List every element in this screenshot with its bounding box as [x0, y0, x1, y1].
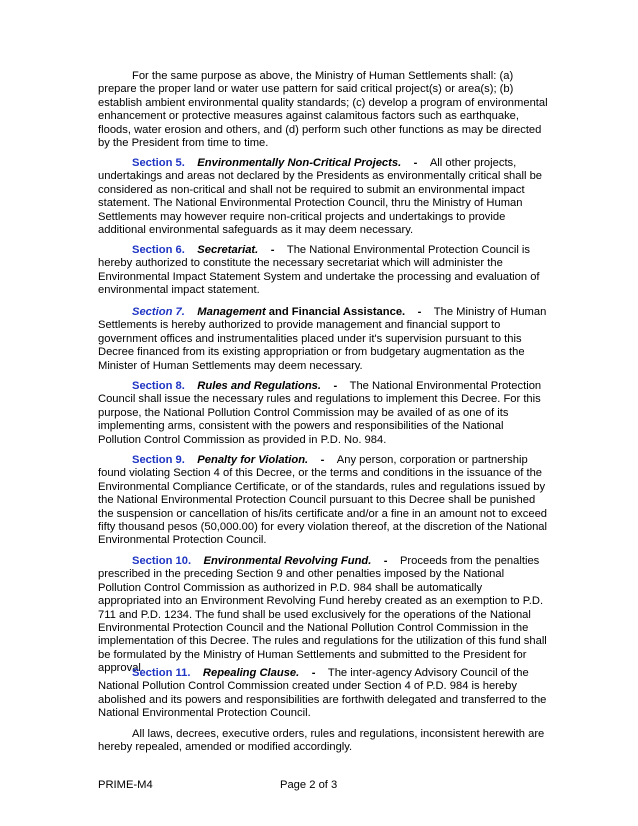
- section-6-body: The National Environmental Protection Council is hereby authorized to constitute the necessary secretariat which will administer the Environmental Impact Statement System and undertake the processing and evaluation of environmental impact statement.: [98, 244, 540, 297]
- section-10-title: Environmental Revolving Fund.: [203, 555, 372, 567]
- section-8-paragraph: [98, 380, 548, 447]
- section-6-label: Section 6.: [132, 244, 185, 256]
- section-6-title: Secretariat.: [197, 244, 259, 256]
- section-9-title: Penalty for Violation.: [197, 454, 309, 466]
- section-5-paragraph: [98, 157, 548, 237]
- section-5-body: All other projects, undertakings and areas not declared by the Presidents as environmentally critical shall be considered as non-critical and shall not be required to submit an environmental impact statement. The National Environmental Protection Council, thru the Ministry of Human Settlements may however require non-critical projects and undertakings to provide additional environmental safeguards as it may deem necessary.: [98, 157, 543, 237]
- section-6-dash: -: [270, 244, 275, 256]
- section-11-label: Section 11.: [132, 667, 191, 679]
- section-11-title: Repealing Clause.: [202, 667, 300, 679]
- section-8-title: Rules and Regulations.: [197, 380, 321, 392]
- section-9-dash: -: [320, 454, 325, 466]
- intro-paragraph: [98, 70, 548, 150]
- section-10-label: Section 10.: [132, 555, 192, 567]
- section-11-dash: -: [311, 667, 316, 679]
- footer-page-number: Page 2 of 3: [280, 779, 338, 791]
- section-9-label: Section 9.: [132, 454, 185, 466]
- section-7-title-b: and Financial Assistance.: [265, 306, 406, 318]
- section-8-dash: -: [333, 380, 338, 392]
- section-11-body: The inter-agency Advisory Council of the National Pollution Control Commission created under Section 4 of P.D. 984 is hereby abolished and its powers and responsibilities are forthwith delegated and transferred to the National Environmental Protection Council.: [98, 667, 547, 720]
- section-10-body: Proceeds from the penalties prescribed in the preceding Section 9 and other penalties imposed by the National Pollution Control Commission as authorized in P.D. 984 shall be automatically appropriated into an Environment Revolving Fund hereby created as an exemption to P.D. 711 and P.D. 1234. The fund shall be used exclusively for the operations of the National Environmental Protection Council and the National Pollution Control Commission in the implementation of this Decree. The rules and regulations for the utilization of this fund shall be formulated by the Ministry of Human Settlements and submitted to the President for approval.: [98, 555, 547, 675]
- section-5-title: Environmentally Non-Critical Projects.: [197, 157, 402, 169]
- section-7-paragraph: [98, 306, 548, 373]
- intro-text: For the same purpose as above, the Ministry of Human Settlements shall: (a) prepare the proper land or water use pattern for said critical project(s) or area(s); (b) establish ambient environmental quality standards; (c) develop a program of environmental enhancement or protective measures against calamitous factors such as earthquake, floods, water erosion and others, and (d) perform such other functions as may be directed by the President from time to time.: [98, 70, 548, 150]
- section-9-paragraph: [98, 454, 548, 548]
- section-8-label: Section 8.: [132, 380, 185, 392]
- closing-text: All laws, decrees, executive orders, rules and regulations, inconsistent herewith are hereby repealed, amended or modified accordingly.: [98, 728, 545, 754]
- section-7-label: Section 7.: [132, 306, 185, 318]
- section-7-dash: -: [417, 306, 422, 318]
- footer-document-code: PRIME-M4: [98, 779, 153, 791]
- section-11-paragraph: [98, 667, 548, 721]
- section-7-title-a: Management: [197, 306, 266, 318]
- section-5-label: Section 5.: [132, 157, 185, 169]
- section-10-paragraph: [98, 555, 548, 676]
- section-10-dash: -: [383, 555, 388, 567]
- section-6-paragraph: [98, 244, 548, 298]
- section-7-body: The Ministry of Human Settlements is hereby authorized to provide management and financial support to government offices and instrumentalities placed under it's supervision pursuant to this Decree financed from its existing appropriation or from budgetary augmentation as the Minister of Human Settlements may deem necessary.: [98, 306, 547, 372]
- closing-paragraph: [98, 728, 548, 755]
- section-8-body: The National Environmental Protection Council shall issue the necessary rules and regulations to implement this Decree. For this purpose, the National Pollution Control Commission may be availed of as one of its implementing arms, consistent with the powers and responsibilities of the National Pollution Control Commission as provided in P.D. No. 984.: [98, 380, 542, 446]
- section-9-body: Any person, corporation or partnership found violating Section 4 of this Decree, or the terms and conditions in the issuance of the Environmental Compliance Certificate, or of the standards, rules and regulations issued by the National Environmental Protection Council pursuant to this Decree shall be punished the suspension or cancellation of his/its certificate and/or a fine in an amount not to exceed fifty thousand pesos (50,000.00) for every violation thereof, at the discretion of the National Environmental Protection Council.: [98, 454, 548, 547]
- section-5-dash: -: [413, 157, 418, 169]
